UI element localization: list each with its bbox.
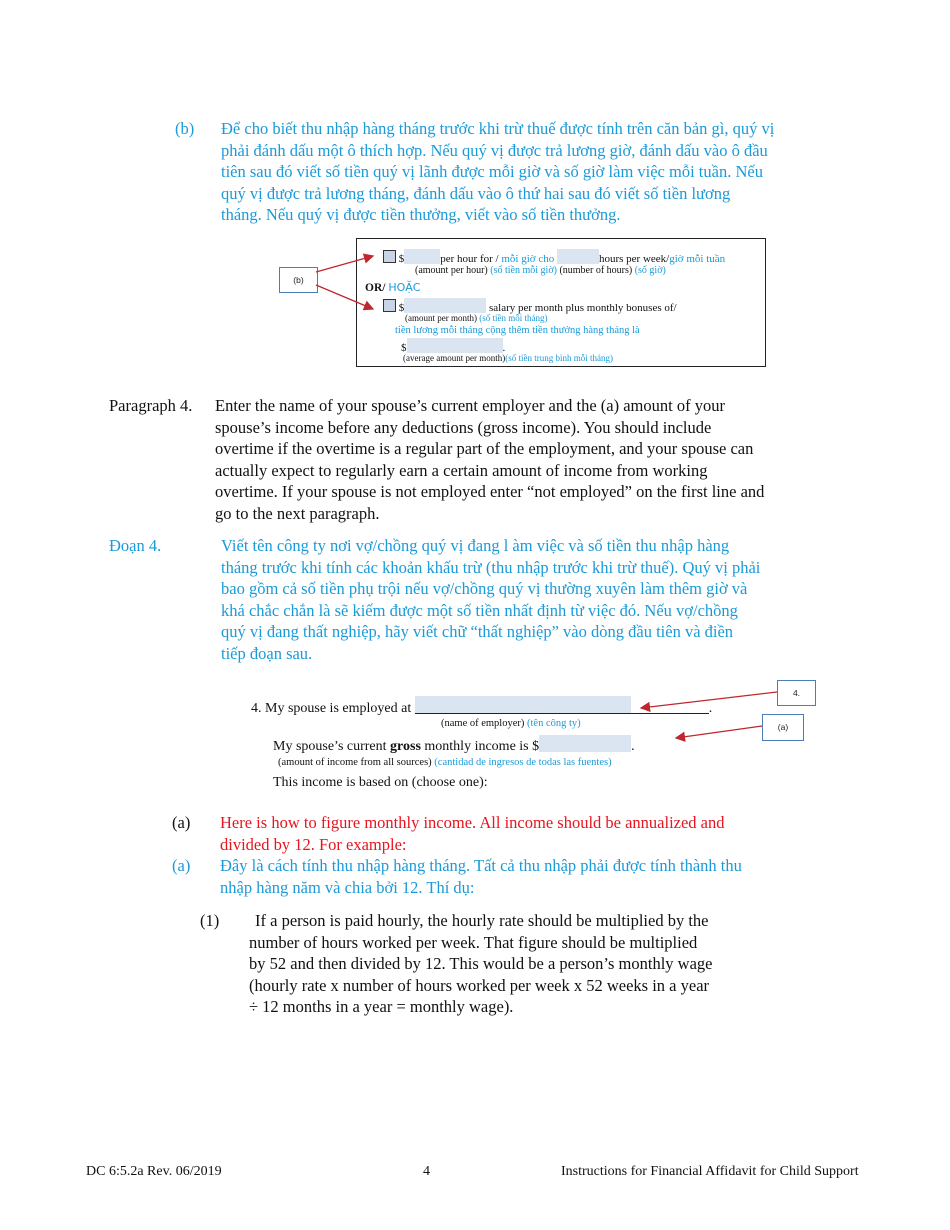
- callout-b: (b): [279, 267, 318, 293]
- row3-sub-en: (average amount per month): [403, 353, 506, 363]
- section-a-en-line: Here is how to figure monthly income. All income should be annualized and: [220, 813, 725, 832]
- row1-text: per hour for /: [440, 253, 502, 265]
- row2-sub-vn: (số tiền mỗi tháng): [479, 313, 548, 323]
- sub-amount: (amount per hour): [415, 265, 488, 276]
- para4-vn-line: Viết tên công ty nơi vợ/chồng quý vị đang l àm việc và số tiền thu nhập hàng: [221, 536, 730, 555]
- form4-sub2-vn: (cantidad de ingresos de todas las fuentes): [434, 757, 612, 768]
- arrow-b-hourly: [316, 256, 373, 272]
- para4-en-line: Enter the name of your spouse’s current employer and the (a) amount of your: [215, 396, 725, 415]
- form4-line2a: My spouse’s current: [273, 739, 391, 754]
- row2-sub-en: (amount per month): [405, 313, 477, 323]
- row3-dollar: $: [401, 342, 407, 354]
- section-a-vn-text: [220, 855, 860, 898]
- section-b-line: quý vị được trả lương tháng, đánh dấu vào ô thứ hai sau đó viết số tiền lương: [221, 183, 731, 203]
- row2-vn: tiền lương mỗi tháng cộng thêm tiền thưởng hàng tháng là: [395, 325, 640, 336]
- para4-vn-line: khá chắc chắn là sẽ kiếm được một số tiền nhất định từ việc đó. Nếu vợ/chồng: [221, 600, 738, 620]
- form4-line2: My spouse’s current gross monthly income is $ .: [273, 735, 635, 755]
- section-a-en-label: (a): [172, 813, 191, 832]
- section-a-vn-line: Đây là cách tính thu nhập hàng tháng. Tất cả thu nhập phải được tính thành thu: [220, 856, 742, 875]
- arrow-b-salary: [316, 285, 373, 309]
- row3: $ .: [401, 338, 505, 354]
- para4-en-line: overtime. If your spouse is not employed enter “not employed” on the first line and: [215, 482, 765, 501]
- footer-page-number: 4: [423, 1164, 430, 1179]
- or-text: OR/: [365, 282, 386, 294]
- section-a-en-text: [220, 812, 860, 855]
- sub-hours-vn: (số giờ): [634, 265, 666, 276]
- row1-text2: hours per week/: [598, 253, 670, 265]
- row1-vn1: mỗi giờ cho: [501, 253, 555, 265]
- form4-sub1-vn: (tên công ty): [527, 718, 581, 729]
- para4-vn-line: tiếp đoạn sau.: [221, 643, 313, 663]
- or-text-vn: HOẶC: [388, 281, 421, 294]
- section-b-line: tiên sau đó viết số tiền quý vị lãnh được mỗi giờ và số giờ làm việc mỗi tuần. Nếu: [221, 162, 763, 181]
- item1-label: (1): [200, 911, 220, 930]
- item1-text: [249, 910, 849, 1018]
- form4-line1-text: 4. My spouse is employed at: [251, 701, 412, 716]
- para4-en-line: actually expect to regularly earn a certain amount of income from working: [215, 460, 708, 480]
- form4-gross: gross: [390, 739, 421, 754]
- para4-vn-line: bao gồm cả số tiền phụ trội nếu vợ/chồng quý vị thường xuyên làm thêm giờ và: [221, 579, 748, 598]
- form4-sub2-en: (amount of income from all sources): [278, 757, 432, 768]
- section-a-en-line: divided by 12. For example:: [220, 834, 407, 854]
- form4-line2c: monthly income is $: [420, 739, 540, 754]
- form4-line3: This income is based on (choose one):: [273, 775, 488, 790]
- callout-a: (a): [762, 714, 804, 741]
- arrow-a: [676, 726, 762, 738]
- para4-en-line: go to the next paragraph.: [215, 503, 380, 523]
- form4-sub1-en: (name of employer): [441, 718, 525, 729]
- sub-hours: (number of hours): [559, 265, 633, 276]
- section-b-line: tháng. Nếu quý vị được tiền thưởng, viết vào số tiền thưởng.: [221, 205, 621, 224]
- section-b-line: Để cho biết thu nhập hàng tháng trước khi trừ thuế được tính trên căn bản gì, quý vị: [221, 119, 775, 138]
- para4-en-label: Paragraph 4.: [109, 396, 193, 415]
- sub-amount-vn: (số tiền mỗi giờ): [490, 265, 557, 276]
- para4-vn-line: tháng trước khi tính các khoản khấu trừ (thu nhập trước khi trừ thuế). Quý vị phải: [221, 557, 761, 577]
- callout-4: 4.: [777, 680, 816, 706]
- section-b-line: phải đánh dấu một ô thích hợp. Nếu quý vị được trả lương giờ, đánh dấu vào ô đầu: [221, 140, 768, 160]
- footer-form-id: DC 6:5.2a Rev. 06/2019: [86, 1164, 222, 1179]
- footer-title: Instructions for Financial Affidavit for Child Support: [561, 1164, 859, 1179]
- row2-text: salary per month plus monthly bonuses of/: [489, 302, 677, 314]
- item1-line: by 52 and then divided by 12. This would be a person’s monthly wage: [249, 954, 713, 973]
- item1-line: number of hours worked per week. That figure should be multiplied: [249, 932, 698, 952]
- form4-line1: 4. My spouse is employed at .: [251, 696, 712, 717]
- para4-en-line: overtime if the overtime is a regular part of the employment, and your spouse can: [215, 439, 754, 458]
- section-a-vn-label: (a): [172, 856, 191, 875]
- para4-en-line: spouse’s income before any deductions (gross income). You should include: [215, 417, 712, 437]
- arrow-4: [641, 692, 777, 708]
- para4-vn-line: quý vị đang thất nghiệp, hãy viết chữ “thất nghiệp” vào dòng đầu tiên và điền: [221, 622, 734, 641]
- item1-line: (hourly rate x number of hours worked per week x 52 weeks in a year: [249, 975, 710, 995]
- row1-vn2: giờ mỗi tuần: [669, 253, 726, 265]
- section-a-vn-line: nhập hàng năm và chia bởi 12. Thí dụ:: [220, 877, 475, 897]
- row2-dollar: $: [398, 302, 405, 314]
- para4-vn-label: Đoạn 4.: [109, 536, 162, 555]
- item1-line: ÷ 12 months in a year = monthly wage).: [249, 997, 514, 1016]
- item1-line: If a person is paid hourly, the hourly rate should be multiplied by the: [255, 911, 709, 930]
- section-b-label: (b): [175, 119, 195, 138]
- row3-sub-vn: (số tiền trung bình mỗi tháng): [505, 353, 613, 363]
- row1-dollar: $: [398, 253, 405, 265]
